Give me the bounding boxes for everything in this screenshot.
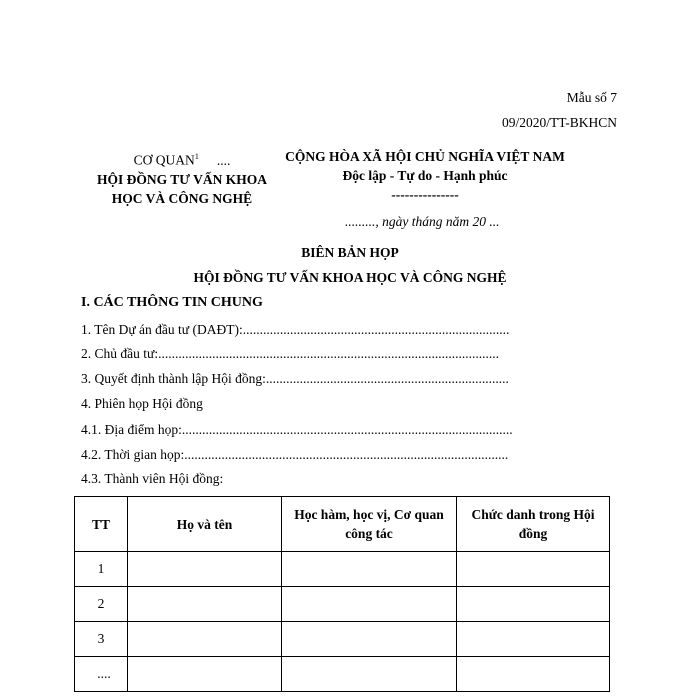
agency-line-2: HỘI ĐỒNG TƯ VẤN KHOA	[96, 171, 267, 187]
header-role: Chức danh trong Hội đồng	[457, 497, 610, 552]
agency-line-3: HỌC VÀ CÔNG NGHỆ	[111, 190, 253, 206]
agency-dots: ....	[216, 152, 231, 168]
cell-name[interactable]	[128, 552, 282, 587]
header-rank: Học hàm, học vị, Cơ quan công tác	[282, 497, 457, 552]
cell-tt: 3	[75, 622, 128, 657]
field-label: 3. Quyết định thành lập Hội đồng:	[81, 371, 266, 386]
field-time	[81, 447, 508, 463]
form-number: Mẫu số 7	[566, 90, 617, 105]
cell-rank[interactable]	[282, 587, 457, 622]
cell-rank[interactable]	[282, 622, 457, 657]
cell-rank[interactable]	[282, 552, 457, 587]
section-heading: I. CÁC THÔNG TIN CHUNG	[81, 295, 263, 310]
field-decision	[81, 371, 509, 387]
cell-name[interactable]	[128, 587, 282, 622]
cell-role[interactable]	[457, 657, 610, 692]
field-dots: .....................................................................................................	[158, 346, 499, 361]
field-location	[81, 422, 513, 438]
header-name: Họ và tên	[128, 497, 282, 552]
form-reference: 09/2020/TT-BKHCN	[501, 115, 617, 130]
members-table	[74, 496, 610, 692]
field-label: 1. Tên Dự án đầu tư (DAĐT):	[81, 322, 243, 337]
field-label: 4.3. Thành viên Hội đồng:	[81, 471, 224, 486]
field-project-name	[81, 322, 509, 338]
cell-role[interactable]	[457, 622, 610, 657]
field-session	[81, 396, 203, 412]
table-row	[75, 622, 610, 657]
cell-rank[interactable]	[282, 657, 457, 692]
republic-block	[270, 147, 580, 204]
cell-role[interactable]	[457, 552, 610, 587]
field-dots: ..................................................................................................	[181, 422, 513, 437]
republic-motto: Độc lập - Tự do - Hạnh phúc	[342, 168, 508, 183]
cell-tt: 1	[75, 552, 128, 587]
document-subtitle: HỘI ĐỒNG TƯ VẤN KHOA HỌC VÀ CÔNG NGHỆ	[193, 270, 507, 285]
agency-block	[72, 147, 292, 208]
field-dots: ........................................................................	[265, 371, 509, 386]
header-tt: TT	[75, 497, 128, 552]
field-label: 2. Chủ đầu tư:	[81, 346, 159, 361]
document-title: BIÊN BẢN HỌP	[301, 245, 399, 260]
table-row	[75, 587, 610, 622]
date-line: ........., ngày tháng năm 20 ...	[345, 214, 500, 229]
field-label: 4.1. Địa điểm họp:	[81, 422, 182, 437]
cell-name[interactable]	[128, 622, 282, 657]
field-label: 4. Phiên họp Hội đồng	[81, 396, 203, 411]
republic-name: CỘNG HÒA XÃ HỘI CHỦ NGHĨA VIỆT NAM	[285, 149, 565, 164]
agency-line-1	[72, 147, 292, 170]
field-label: 4.2. Thời gian họp:	[81, 447, 185, 462]
agency-prefix: CƠ QUAN	[133, 152, 195, 168]
cell-tt: ....	[75, 657, 128, 692]
cell-tt: 2	[75, 587, 128, 622]
footnote-marker: 1	[194, 152, 199, 161]
field-investor	[81, 346, 499, 362]
cell-name[interactable]	[128, 657, 282, 692]
cell-role[interactable]	[457, 587, 610, 622]
table-header-row	[75, 497, 610, 552]
field-dots: ................................................................................................	[184, 447, 509, 462]
field-members	[81, 471, 223, 487]
table-row	[75, 552, 610, 587]
motto-divider: ---------------	[391, 187, 459, 202]
table-row	[75, 657, 610, 692]
field-dots: ...............................................................................	[242, 322, 510, 337]
